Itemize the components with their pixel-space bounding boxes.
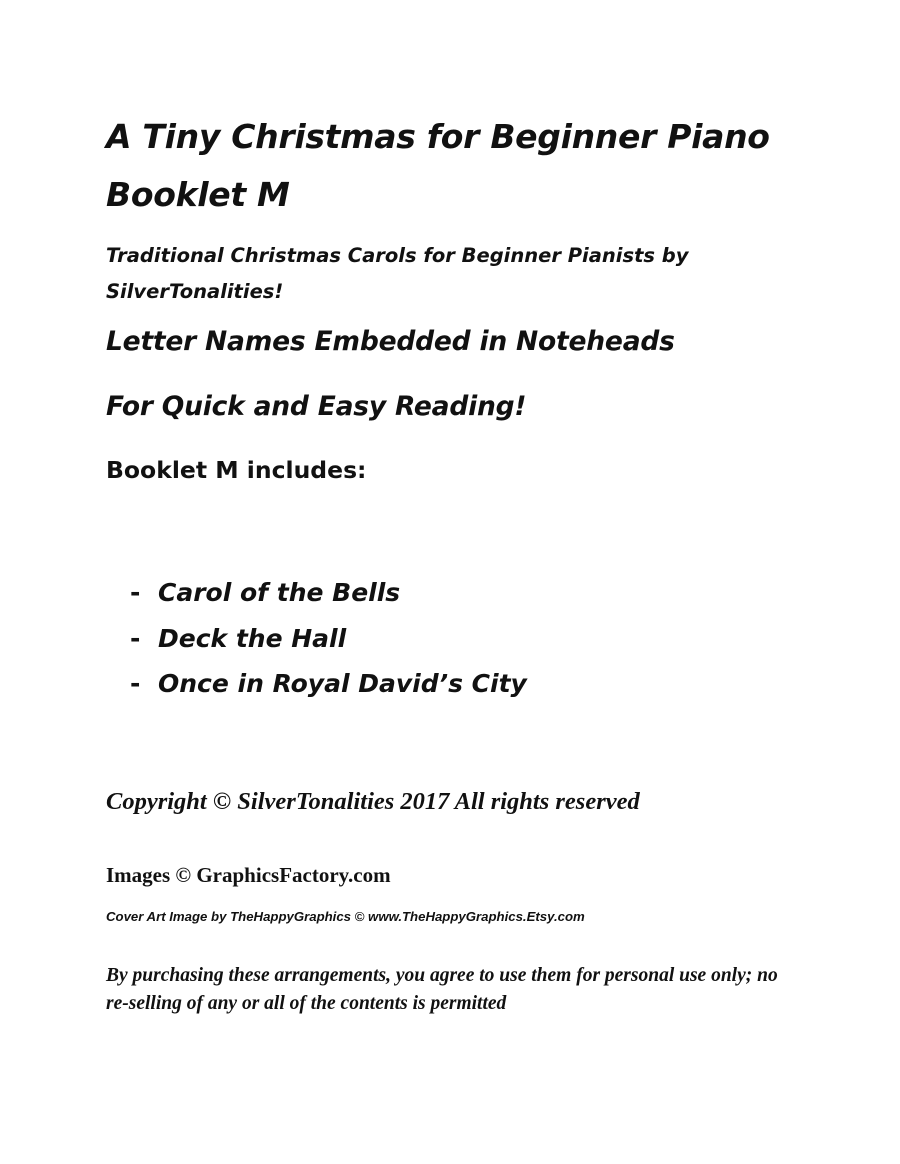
- song-title: Carol of the Bells: [158, 578, 401, 607]
- list-dash: -: [130, 669, 141, 698]
- song-list: [130, 574, 527, 711]
- list-dash: -: [130, 578, 141, 607]
- headline-quick-reading: For Quick and Easy Reading!: [106, 391, 527, 422]
- title-line-1: A Tiny Christmas for Beginner Piano: [106, 117, 770, 156]
- list-dash: -: [130, 623, 141, 653]
- title-line-2: Booklet M: [106, 175, 290, 214]
- song-title: Once in Royal David’s City: [158, 669, 527, 698]
- cover-art-credit: Cover Art Image by TheHappyGraphics © www.TheHappyGraphics.Etsy.com: [106, 909, 585, 924]
- headline-letter-names: Letter Names Embedded in Noteheads: [106, 326, 675, 357]
- copyright-notice: Copyright © SilverTonalities 2017 All rights reserved: [106, 788, 640, 815]
- usage-terms: By purchasing these arrangements, you agree to use them for personal use only; no re-selling of any or all of the contents is permitted: [106, 965, 778, 1014]
- subtitle: Traditional Christmas Carols for Beginner Pianists by SilverTonalities!: [106, 244, 689, 303]
- includes-label: Booklet M includes:: [106, 456, 367, 484]
- list-item: [130, 665, 527, 711]
- list-item: [130, 620, 527, 666]
- song-title: Deck the Hall: [158, 623, 347, 653]
- list-item: [130, 574, 527, 620]
- images-credit: Images © GraphicsFactory.com: [106, 863, 391, 887]
- page-title: [106, 108, 826, 224]
